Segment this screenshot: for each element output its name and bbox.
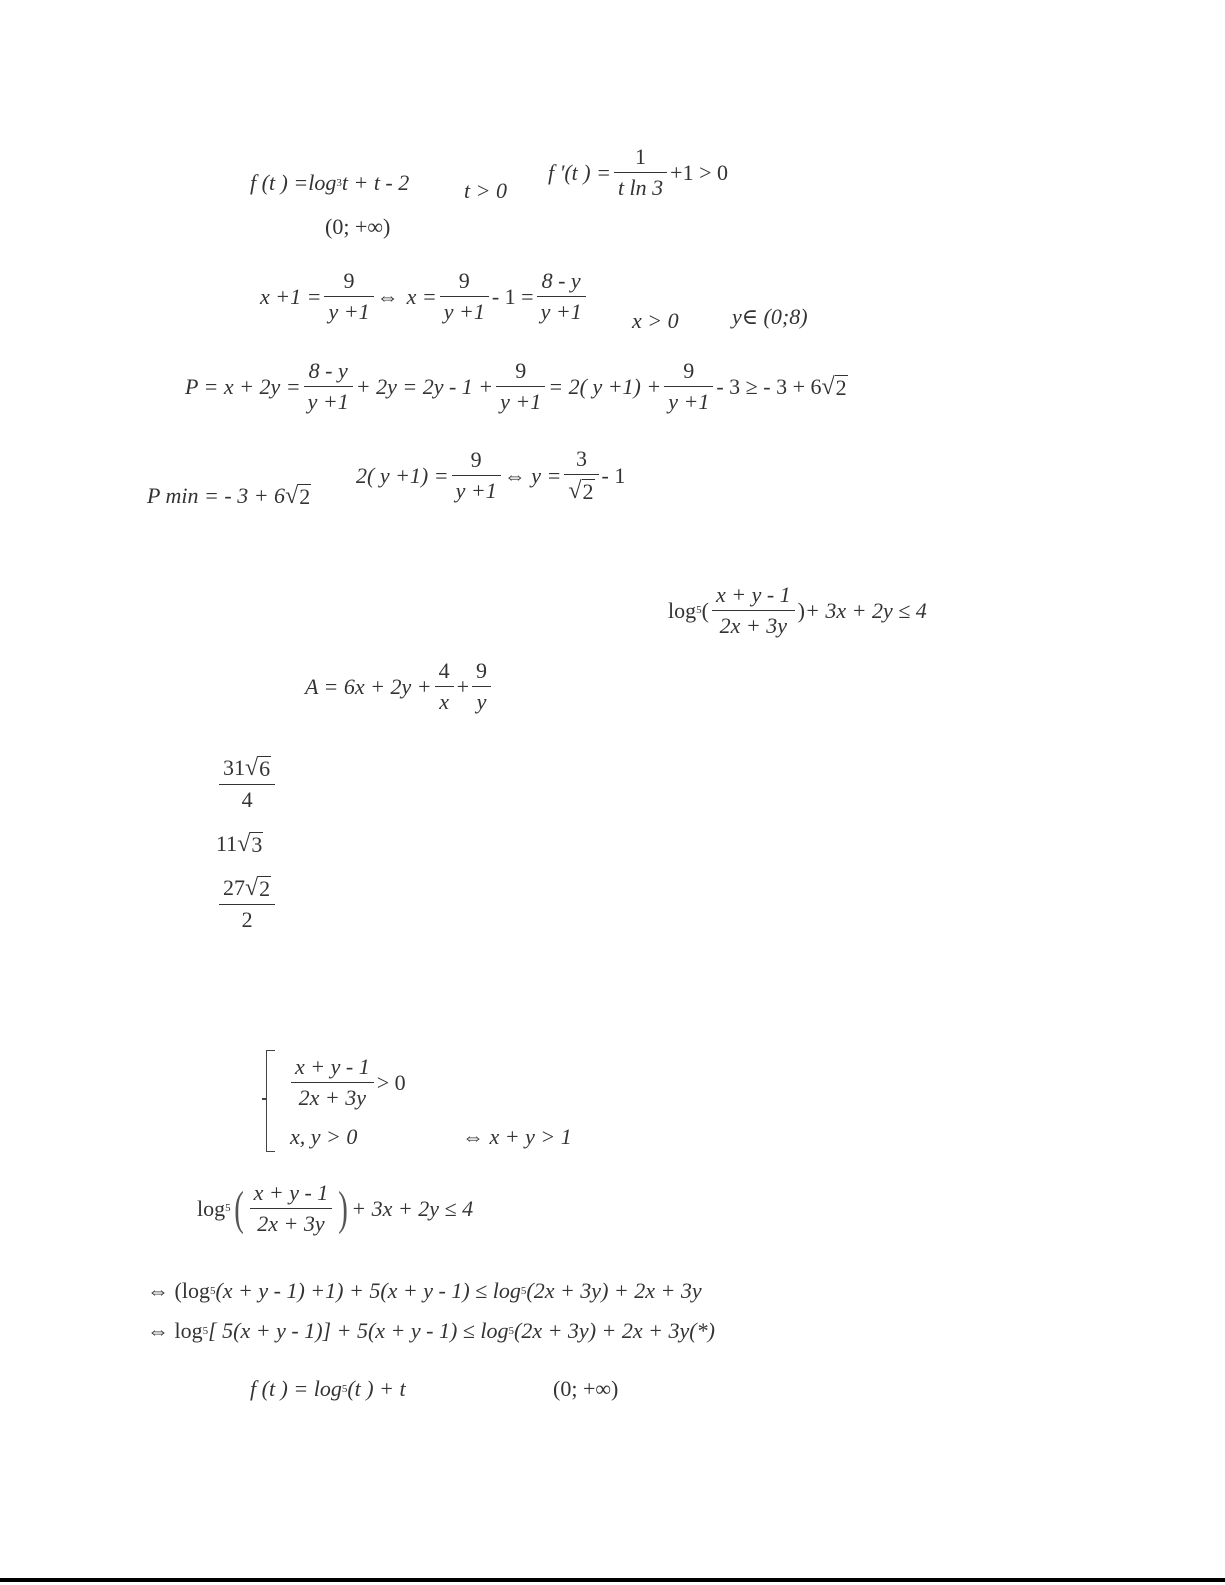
expression-A <box>305 660 494 713</box>
system-num: x + y - 1 <box>295 1054 370 1079</box>
eqA-plus: + <box>456 673 470 699</box>
eqcase-lhs: 2( y +1) = <box>356 462 449 488</box>
eqx-d1: y +1 <box>324 296 373 323</box>
fprime-rest: +1 > 0 <box>670 159 728 185</box>
ineq2-right-paren: ) <box>338 1181 349 1235</box>
ineq2-num: x + y - 1 <box>253 1180 329 1205</box>
system-line-2 <box>290 1126 357 1148</box>
eqx-n3: 8 - y <box>541 268 581 293</box>
fprime-fraction <box>614 146 667 199</box>
eqA-d1: x <box>435 686 454 713</box>
system-line-1 <box>288 1056 406 1109</box>
ineq1-frac <box>712 584 795 637</box>
x-cond-text: x > 0 <box>632 308 679 333</box>
ineq2-rest: + 3x + 2y ≤ 4 <box>351 1195 474 1221</box>
ineq2-log: log <box>197 1195 226 1221</box>
step2-base2: 5 <box>508 1324 514 1337</box>
eqP-m1: + 2y = 2y - 1 + <box>355 373 494 399</box>
f2-lhs: f (t ) = log <box>250 1376 342 1401</box>
eqx-equiv: ⇔ <box>376 283 399 309</box>
eqcase-mid: ⇔ y = <box>503 462 562 488</box>
opt3-den: 2 <box>219 904 275 931</box>
ineq1-num: x + y - 1 <box>715 582 791 607</box>
fprime-den: t ln 3 <box>614 172 667 199</box>
eqP-frac-3 <box>664 360 713 413</box>
step2-b: [ 5(x + y - 1)] + 5(x + y - 1) ≤ log <box>208 1318 509 1343</box>
ineq2-frac <box>250 1182 333 1235</box>
inequality-1 <box>668 584 927 637</box>
ineq1-open: ( <box>701 597 709 623</box>
eqx-frac-2 <box>440 270 489 323</box>
condition-system <box>266 1046 596 1154</box>
eqA-n1: 4 <box>438 658 450 683</box>
equation-x <box>260 270 589 323</box>
eqP-d2: y +1 <box>496 386 545 413</box>
f2-base: 5 <box>341 1382 348 1395</box>
eqcase-frac-1 <box>452 449 501 502</box>
eqcase-den: √ 2 <box>564 474 598 503</box>
interval-1 <box>325 216 390 238</box>
equality-case <box>356 448 625 503</box>
step-2 <box>147 1320 715 1342</box>
eqP-m3: - 3 ≥ - 3 + 6 <box>716 373 822 399</box>
t-condition <box>464 180 507 202</box>
eqP-d3: y +1 <box>664 386 713 413</box>
eqcase-tail: - 1 <box>601 462 626 488</box>
system-bracket <box>266 1050 275 1152</box>
eqP-frac-1 <box>304 360 353 413</box>
step1-base: 5 <box>209 1284 216 1297</box>
ineq1-close: ) <box>797 597 805 623</box>
eqx-mid: x = <box>406 283 437 309</box>
derivative-expression <box>548 146 728 199</box>
eqx-frac-3 <box>537 270 586 323</box>
eqP-n2: 9 <box>515 358 527 383</box>
eqx-frac-1 <box>324 270 373 323</box>
pmin-sqrt: √ 2 <box>285 483 311 509</box>
system-equivalence <box>462 1126 572 1148</box>
option-3 <box>216 876 278 931</box>
inequality-2 <box>197 1182 473 1235</box>
step-1 <box>147 1280 702 1302</box>
eqA-lhs: A = 6x + 2y + <box>305 673 432 699</box>
option-2 <box>216 832 263 856</box>
opt3-frac <box>219 876 275 931</box>
x-condition <box>632 310 679 332</box>
equation-P <box>185 360 848 413</box>
ineq2-base: 5 <box>225 1202 231 1214</box>
step2-a: ⇔ log <box>147 1318 203 1343</box>
ineq2-left-paren: ( <box>233 1181 244 1235</box>
fprime-num: 1 <box>635 144 647 169</box>
opt2-sqrt: √ 3 <box>237 831 263 857</box>
ineq1-log: log <box>668 597 697 623</box>
eqA-d2: y <box>472 686 491 713</box>
eqP-d1: y +1 <box>304 386 353 413</box>
system-den: 2x + 3y <box>291 1082 374 1109</box>
f2-rest: (t ) + t <box>347 1376 406 1401</box>
y-cond-text: y∈ (0;8) <box>732 304 808 329</box>
opt3-coef: 27 <box>223 875 245 900</box>
bottom-border <box>0 1578 1225 1582</box>
eqP-m2: = 2( y +1) + <box>548 373 662 399</box>
opt2-rad: 3 <box>251 832 263 857</box>
opt1-coef: 31 <box>223 755 245 780</box>
eqA-frac-2 <box>472 660 491 713</box>
eqx-d3: y +1 <box>537 296 586 323</box>
step2-c: (2x + 3y) + 2x + 3y(*) <box>514 1318 715 1343</box>
function-definition <box>250 172 409 194</box>
y-condition <box>732 306 808 328</box>
f-lhs: f (t ) = <box>250 170 309 195</box>
fprime-lhs: f '(t ) = <box>548 159 611 185</box>
eqP-sqrt: √ 2 <box>821 373 847 400</box>
opt1-den: 4 <box>219 784 275 811</box>
opt1-num: 31 √ 6 <box>223 755 271 781</box>
t-cond-text: t > 0 <box>464 178 507 203</box>
eqA-frac-1 <box>435 660 454 713</box>
system-frac <box>291 1056 374 1109</box>
eqcase-n1: 9 <box>470 447 482 472</box>
opt3-rad: 2 <box>259 876 271 901</box>
eqcase-d1: y +1 <box>452 475 501 502</box>
eqx-m1: - 1 = <box>491 283 534 309</box>
system-equiv-text: ⇔ x + y > 1 <box>462 1124 572 1149</box>
eqx-d2: y +1 <box>440 296 489 323</box>
step1-b: (x + y - 1) +1) + 5(x + y - 1) ≤ log <box>215 1278 521 1303</box>
eqcase-frac-2 <box>564 448 598 503</box>
ineq1-base: 5 <box>696 604 702 616</box>
ineq1-rest: + 3x + 2y ≤ 4 <box>804 597 927 623</box>
log-base: 3 <box>336 176 342 189</box>
eqx-n1: 9 <box>343 268 355 293</box>
eqcase-rad: 2 <box>582 479 594 504</box>
eqP-n1: 8 - y <box>308 358 348 383</box>
eqA-n2: 9 <box>476 658 488 683</box>
opt2-coef: 11 <box>216 831 238 856</box>
eqP-n3: 9 <box>683 358 695 383</box>
step1-base2: 5 <box>520 1284 527 1297</box>
ineq2-den: 2x + 3y <box>250 1208 333 1235</box>
p-minimum <box>147 484 311 508</box>
opt1-frac <box>219 756 275 811</box>
system-rel: > 0 <box>376 1069 406 1095</box>
eqP-rad: 2 <box>835 374 847 400</box>
interval-1-text: (0; +∞) <box>325 214 391 239</box>
ineq1-den: 2x + 3y <box>712 610 795 637</box>
system-bracket-tick <box>262 1098 266 1100</box>
step1-c: (2x + 3y) + 2x + 3y <box>526 1278 702 1303</box>
eqP-lhs: P = x + 2y = <box>185 373 301 399</box>
eqx-lhs: x +1 = <box>260 283 322 309</box>
step1-a: ⇔ (log <box>147 1278 210 1303</box>
eqcase-n2: 3 <box>575 446 587 471</box>
interval-2 <box>553 1378 618 1400</box>
pmin-rad: 2 <box>299 484 311 509</box>
pmin-text: P min = - 3 + 6 <box>147 483 286 508</box>
opt3-num: 27 √ 2 <box>223 875 271 901</box>
eqP-frac-2 <box>496 360 545 413</box>
f-rest: t + t - 2 <box>341 170 410 195</box>
eqx-n2: 9 <box>458 268 470 293</box>
option-1 <box>216 756 278 811</box>
log-text: log <box>308 170 337 195</box>
opt1-rad: 6 <box>259 756 271 781</box>
function-definition-2 <box>250 1378 406 1400</box>
interval-2-text: (0; +∞) <box>553 1376 619 1401</box>
system-line2-text: x, y > 0 <box>290 1124 358 1149</box>
step2-base: 5 <box>202 1324 209 1337</box>
